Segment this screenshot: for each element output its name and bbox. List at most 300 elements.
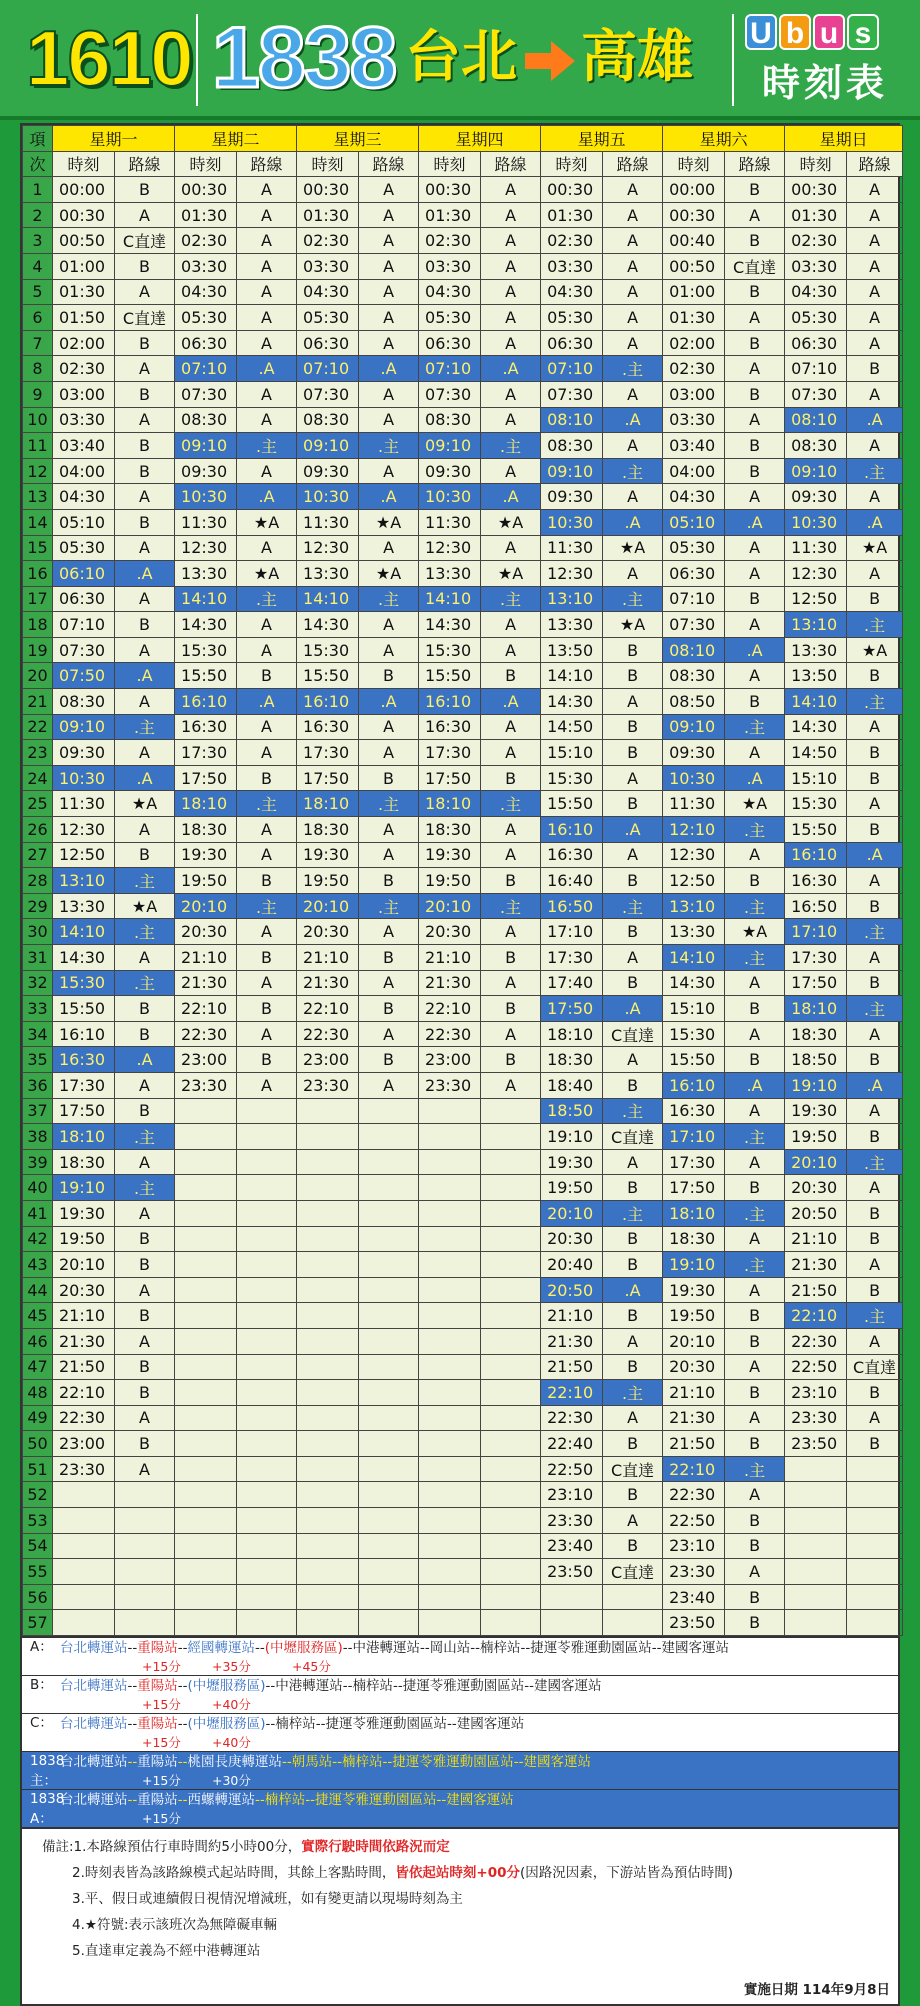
- route-code: A: [237, 612, 297, 638]
- departure-time: 18:50: [785, 1047, 847, 1073]
- departure-time: 00:50: [53, 228, 115, 254]
- table-row: [23, 1200, 903, 1226]
- route-code: A: [237, 381, 297, 407]
- table-row: [23, 945, 903, 971]
- route-code: A: [237, 407, 297, 433]
- time-column-header: 時刻: [785, 151, 847, 177]
- departure-time: 15:30: [297, 637, 359, 663]
- departure-time: 16:10: [53, 1021, 115, 1047]
- route-code: A: [725, 663, 785, 689]
- route-code: A: [237, 228, 297, 254]
- route-code: [359, 1559, 419, 1585]
- route-code: B: [847, 740, 903, 766]
- route-code: B: [115, 1380, 175, 1406]
- route-code: A: [847, 202, 903, 228]
- route-code: A: [603, 765, 663, 791]
- departure-time: 00:30: [175, 177, 237, 203]
- route-code: [603, 1584, 663, 1610]
- departure-time: 18:10: [541, 1021, 603, 1047]
- route-code: .主: [115, 1175, 175, 1201]
- route-code: ★A: [481, 561, 541, 587]
- route-code: .A: [725, 637, 785, 663]
- departure-time: 16:30: [785, 868, 847, 894]
- departure-time: 21:10: [53, 1303, 115, 1329]
- departure-time: 16:30: [53, 1047, 115, 1073]
- departure-time: 23:30: [419, 1072, 481, 1098]
- departure-time: 22:30: [175, 1021, 237, 1047]
- departure-time: 11:30: [419, 509, 481, 535]
- route-column-header: 路線: [237, 151, 297, 177]
- departure-time: 19:50: [785, 1124, 847, 1150]
- row-number: 57: [23, 1610, 53, 1636]
- departure-time: 20:30: [297, 919, 359, 945]
- route-column-header: 路線: [847, 151, 903, 177]
- departure-time: 04:30: [541, 279, 603, 305]
- route-code: .主: [359, 893, 419, 919]
- departure-time: 23:00: [297, 1047, 359, 1073]
- route-code: B: [603, 1252, 663, 1278]
- route-code: .A: [603, 996, 663, 1022]
- departure-time: 07:10: [785, 356, 847, 382]
- route-code: [359, 1277, 419, 1303]
- departure-time: 00:00: [53, 177, 115, 203]
- departure-time: 17:50: [53, 1098, 115, 1124]
- table-row: [23, 1021, 903, 1047]
- table-row: [23, 356, 903, 382]
- route-code: [115, 1482, 175, 1508]
- route-code: B: [847, 586, 903, 612]
- route-code: .A: [481, 689, 541, 715]
- legend-key: 1838: [30, 1791, 65, 1808]
- departure-time: [175, 1277, 237, 1303]
- table-row: [23, 535, 903, 561]
- departure-time: 14:30: [297, 612, 359, 638]
- logo-letter: b: [779, 14, 811, 50]
- route-code: [237, 1559, 297, 1585]
- departure-time: 14:50: [785, 740, 847, 766]
- departure-time: 18:30: [419, 817, 481, 843]
- table-row: [23, 561, 903, 587]
- departure-time: 02:30: [297, 228, 359, 254]
- time-offset: +40分: [212, 1697, 251, 1713]
- route-code: .主: [237, 433, 297, 459]
- route-code: B: [603, 663, 663, 689]
- route-code: A: [725, 202, 785, 228]
- row-number: 26: [23, 817, 53, 843]
- departure-time: 20:50: [785, 1200, 847, 1226]
- route-code: A: [847, 1021, 903, 1047]
- departure-time: [175, 1124, 237, 1150]
- route-stop-segment: --: [177, 1754, 188, 1771]
- departure-time: 10:30: [297, 484, 359, 510]
- departure-time: 23:10: [785, 1380, 847, 1406]
- departure-time: 21:10: [663, 1380, 725, 1406]
- row-number: 56: [23, 1584, 53, 1610]
- time-offset: +15分: [142, 1811, 181, 1827]
- departure-time: 09:10: [175, 433, 237, 459]
- departure-time: 12:30: [175, 535, 237, 561]
- route-code: .主: [481, 433, 541, 459]
- departure-time: 08:30: [53, 689, 115, 715]
- route-code: A: [603, 1149, 663, 1175]
- route-code: ★A: [237, 509, 297, 535]
- departure-time: 01:30: [785, 202, 847, 228]
- departure-time: 23:30: [663, 1559, 725, 1585]
- route-code: A: [603, 177, 663, 203]
- route-code: B: [725, 1175, 785, 1201]
- route-code: .A: [115, 663, 175, 689]
- departure-time: 13:30: [419, 561, 481, 587]
- route-code: A: [115, 740, 175, 766]
- route-code: .A: [725, 765, 785, 791]
- table-row: [23, 637, 903, 663]
- departure-time: [297, 1277, 359, 1303]
- route-stop-segment: 台北轉運站: [60, 1716, 128, 1733]
- route-code: A: [847, 1098, 903, 1124]
- departure-time: 23:40: [541, 1533, 603, 1559]
- departure-time: 19:10: [541, 1124, 603, 1150]
- day-header: 星期五: [541, 126, 663, 152]
- route-code: .主: [847, 612, 903, 638]
- departure-time: [297, 1431, 359, 1457]
- route-code: A: [847, 228, 903, 254]
- departure-time: 06:30: [297, 330, 359, 356]
- route-code: .主: [603, 893, 663, 919]
- departure-time: [297, 1226, 359, 1252]
- time-column-header: 時刻: [419, 151, 481, 177]
- route-code: B: [847, 356, 903, 382]
- departure-time: 17:50: [785, 970, 847, 996]
- route-code: .A: [725, 1072, 785, 1098]
- route-code: [115, 1610, 175, 1636]
- departure-time: 08:50: [663, 689, 725, 715]
- row-number: 40: [23, 1175, 53, 1201]
- legend-key: C：: [30, 1715, 53, 1732]
- departure-time: 06:10: [53, 561, 115, 587]
- row-number: 34: [23, 1021, 53, 1047]
- row-number: 25: [23, 791, 53, 817]
- logo-letter: U: [745, 14, 777, 50]
- departure-time: 19:50: [297, 868, 359, 894]
- route-code: B: [481, 1047, 541, 1073]
- route-code: A: [115, 1328, 175, 1354]
- route-code: .主: [725, 1456, 785, 1482]
- row-number: 1: [23, 177, 53, 203]
- departure-time: 19:50: [663, 1303, 725, 1329]
- route-code: A: [603, 381, 663, 407]
- route-code: A: [847, 945, 903, 971]
- route-code: [481, 1405, 541, 1431]
- route-number-1610: 1610: [26, 14, 192, 102]
- departure-time: 08:10: [785, 407, 847, 433]
- route-code: B: [237, 1047, 297, 1073]
- header-banner: [0, 0, 920, 120]
- header-divider: [196, 14, 198, 106]
- departure-time: [53, 1533, 115, 1559]
- departure-time: [419, 1584, 481, 1610]
- route-code: A: [603, 305, 663, 331]
- departure-time: 20:30: [663, 1354, 725, 1380]
- table-row: [23, 1456, 903, 1482]
- route-code: [359, 1124, 419, 1150]
- ubus-logo: [745, 14, 905, 106]
- departure-time: [175, 1456, 237, 1482]
- departure-time: [541, 1584, 603, 1610]
- departure-time: 05:30: [53, 535, 115, 561]
- day-header: 星期二: [175, 126, 297, 152]
- route-code: B: [481, 663, 541, 689]
- route-code: A: [359, 714, 419, 740]
- route-code: A: [603, 330, 663, 356]
- route-code: .主: [603, 1380, 663, 1406]
- departure-time: 23:00: [53, 1431, 115, 1457]
- departure-time: [175, 1175, 237, 1201]
- departure-time: 17:50: [541, 996, 603, 1022]
- departure-time: 16:30: [175, 714, 237, 740]
- effective-date: 實施日期 114年9月8日: [743, 1982, 890, 1999]
- departure-time: 01:00: [663, 279, 725, 305]
- departure-time: 02:30: [419, 228, 481, 254]
- departure-time: 14:30: [175, 612, 237, 638]
- timetable-body: [23, 177, 903, 1636]
- route-code: [359, 1380, 419, 1406]
- departure-time: [175, 1610, 237, 1636]
- note-3: 3.平、假日或連續假日視情況增減班，如有變更請以現場時刻為主: [72, 1891, 463, 1908]
- route-code: A: [481, 279, 541, 305]
- route-code: B: [115, 1098, 175, 1124]
- route-code: .主: [847, 689, 903, 715]
- departure-time: 20:40: [541, 1252, 603, 1278]
- legend-row: [22, 1714, 898, 1752]
- table-row: [23, 1584, 903, 1610]
- departure-time: 07:50: [53, 663, 115, 689]
- route-code: .主: [359, 433, 419, 459]
- departure-time: 20:10: [785, 1149, 847, 1175]
- route-code: A: [115, 202, 175, 228]
- departure-time: [419, 1328, 481, 1354]
- table-row: [23, 1559, 903, 1585]
- route-code: .A: [115, 765, 175, 791]
- route-number-1838: 1838: [212, 10, 396, 106]
- row-number: 36: [23, 1072, 53, 1098]
- note-1-highlight: 實際行駛時間依路況而定: [301, 1839, 450, 1856]
- route-code: A: [603, 228, 663, 254]
- route-code: [237, 1149, 297, 1175]
- route-code: [237, 1533, 297, 1559]
- route-code: B: [115, 330, 175, 356]
- route-code: A: [359, 817, 419, 843]
- route-code: B: [115, 1252, 175, 1278]
- route-stop-segment: (中壢服務區): [187, 1716, 266, 1733]
- route-code: .A: [237, 356, 297, 382]
- route-code: [237, 1584, 297, 1610]
- route-code: B: [115, 433, 175, 459]
- departure-time: 14:10: [419, 586, 481, 612]
- route-code: B: [115, 509, 175, 535]
- departure-time: 09:10: [297, 433, 359, 459]
- route-code: B: [725, 458, 785, 484]
- departure-time: 02:30: [663, 356, 725, 382]
- departure-time: 13:30: [785, 637, 847, 663]
- departure-time: 17:10: [663, 1124, 725, 1150]
- table-row: [23, 817, 903, 843]
- route-code: B: [115, 612, 175, 638]
- departure-time: 06:30: [785, 330, 847, 356]
- route-code: [237, 1328, 297, 1354]
- route-code: [481, 1175, 541, 1201]
- row-number: 42: [23, 1226, 53, 1252]
- route-code: A: [725, 1149, 785, 1175]
- route-code: A: [359, 407, 419, 433]
- route-code: .主: [237, 791, 297, 817]
- day-header: 星期日: [785, 126, 903, 152]
- departure-time: 05:30: [419, 305, 481, 331]
- route-code: .主: [481, 893, 541, 919]
- route-code: B: [603, 637, 663, 663]
- route-stop-segment: --: [255, 1640, 265, 1657]
- departure-time: 11:30: [785, 535, 847, 561]
- departure-time: 17:30: [663, 1149, 725, 1175]
- route-code: A: [725, 356, 785, 382]
- route-code: A: [603, 1328, 663, 1354]
- departure-time: 19:30: [297, 842, 359, 868]
- route-code: .A: [847, 842, 903, 868]
- departure-time: 00:30: [663, 202, 725, 228]
- departure-time: 07:30: [175, 381, 237, 407]
- route-code: .A: [481, 484, 541, 510]
- route-stop-segment: --: [127, 1754, 138, 1771]
- departure-time: 13:10: [785, 612, 847, 638]
- table-row: [23, 1175, 903, 1201]
- route-code: B: [725, 1380, 785, 1406]
- departure-time: [785, 1456, 847, 1482]
- route-code: ★A: [725, 919, 785, 945]
- departure-time: 08:30: [297, 407, 359, 433]
- table-row: [23, 228, 903, 254]
- origin-label: 台北: [405, 25, 517, 90]
- departure-time: 19:50: [175, 868, 237, 894]
- legend-key: A：: [30, 1639, 53, 1656]
- departure-time: 05:30: [541, 305, 603, 331]
- departure-time: 19:50: [53, 1226, 115, 1252]
- row-number: 43: [23, 1252, 53, 1278]
- route-code: [237, 1252, 297, 1278]
- route-code: .主: [725, 714, 785, 740]
- logo-letter: s: [847, 14, 879, 50]
- row-number: 46: [23, 1328, 53, 1354]
- table-row: [23, 1149, 903, 1175]
- table-row: [23, 484, 903, 510]
- row-number: 16: [23, 561, 53, 587]
- departure-time: 16:50: [541, 893, 603, 919]
- route-code: .主: [847, 996, 903, 1022]
- route-code: C直達: [603, 1021, 663, 1047]
- route-code: B: [115, 842, 175, 868]
- time-column-header: 時刻: [175, 151, 237, 177]
- departure-time: 16:50: [785, 893, 847, 919]
- row-number: 49: [23, 1405, 53, 1431]
- route-code: B: [847, 1380, 903, 1406]
- route-code: A: [725, 1482, 785, 1508]
- departure-time: 23:50: [663, 1610, 725, 1636]
- departure-time: 08:30: [419, 407, 481, 433]
- table-row: [23, 1328, 903, 1354]
- departure-time: 18:30: [541, 1047, 603, 1073]
- route-code: .主: [115, 714, 175, 740]
- departure-time: 10:30: [419, 484, 481, 510]
- route-code: B: [847, 1277, 903, 1303]
- table-row: [23, 842, 903, 868]
- route-code: B: [603, 1431, 663, 1457]
- departure-time: 09:30: [541, 484, 603, 510]
- route-code: B: [725, 228, 785, 254]
- route-code: [847, 1482, 903, 1508]
- table-row: [23, 509, 903, 535]
- legend-key: 1838: [30, 1753, 65, 1770]
- route-stop-segment: --朝馬站--楠梓站--捷運苓雅運動園區站--建國客運站: [282, 1754, 591, 1771]
- route-code: B: [725, 433, 785, 459]
- route-code: A: [359, 381, 419, 407]
- departure-time: 16:10: [419, 689, 481, 715]
- departure-time: 03:40: [663, 433, 725, 459]
- departure-time: 12:30: [541, 561, 603, 587]
- departure-time: [297, 1200, 359, 1226]
- departure-time: 08:30: [541, 433, 603, 459]
- departure-time: 16:10: [175, 689, 237, 715]
- departure-time: [297, 1098, 359, 1124]
- route-code: A: [481, 253, 541, 279]
- route-code: [481, 1226, 541, 1252]
- legend-route-path: [60, 1677, 602, 1695]
- route-code: [847, 1584, 903, 1610]
- departure-time: 14:30: [53, 945, 115, 971]
- day-header: 星期一: [53, 126, 175, 152]
- table-row: [23, 714, 903, 740]
- departure-time: 17:30: [419, 740, 481, 766]
- departure-time: 16:10: [785, 842, 847, 868]
- departure-time: 01:30: [53, 279, 115, 305]
- route-code: A: [847, 330, 903, 356]
- route-code: A: [847, 791, 903, 817]
- departure-time: 07:30: [297, 381, 359, 407]
- route-code: [481, 1200, 541, 1226]
- departure-time: [419, 1200, 481, 1226]
- route-code: .A: [115, 1047, 175, 1073]
- table-row: [23, 1047, 903, 1073]
- departure-time: 23:30: [53, 1456, 115, 1482]
- departure-time: 02:30: [175, 228, 237, 254]
- route-code: [359, 1584, 419, 1610]
- route-code: A: [725, 842, 785, 868]
- route-code: [237, 1482, 297, 1508]
- timetable-panel: [20, 123, 900, 2006]
- route-code: [847, 1610, 903, 1636]
- row-number: 3: [23, 228, 53, 254]
- departure-time: 05:30: [785, 305, 847, 331]
- route-code: B: [115, 1021, 175, 1047]
- route-code: A: [725, 1559, 785, 1585]
- departure-time: 22:10: [419, 996, 481, 1022]
- route-code: B: [237, 868, 297, 894]
- departure-time: 15:10: [541, 740, 603, 766]
- route-code: [603, 1610, 663, 1636]
- departure-time: 09:30: [53, 740, 115, 766]
- note-2-text: 2.時刻表皆為該路線模式起站時間，其餘上客點時間，: [72, 1865, 396, 1882]
- route-code: A: [115, 689, 175, 715]
- departure-time: 21:30: [419, 970, 481, 996]
- route-code: A: [725, 1354, 785, 1380]
- route-code: B: [725, 1508, 785, 1534]
